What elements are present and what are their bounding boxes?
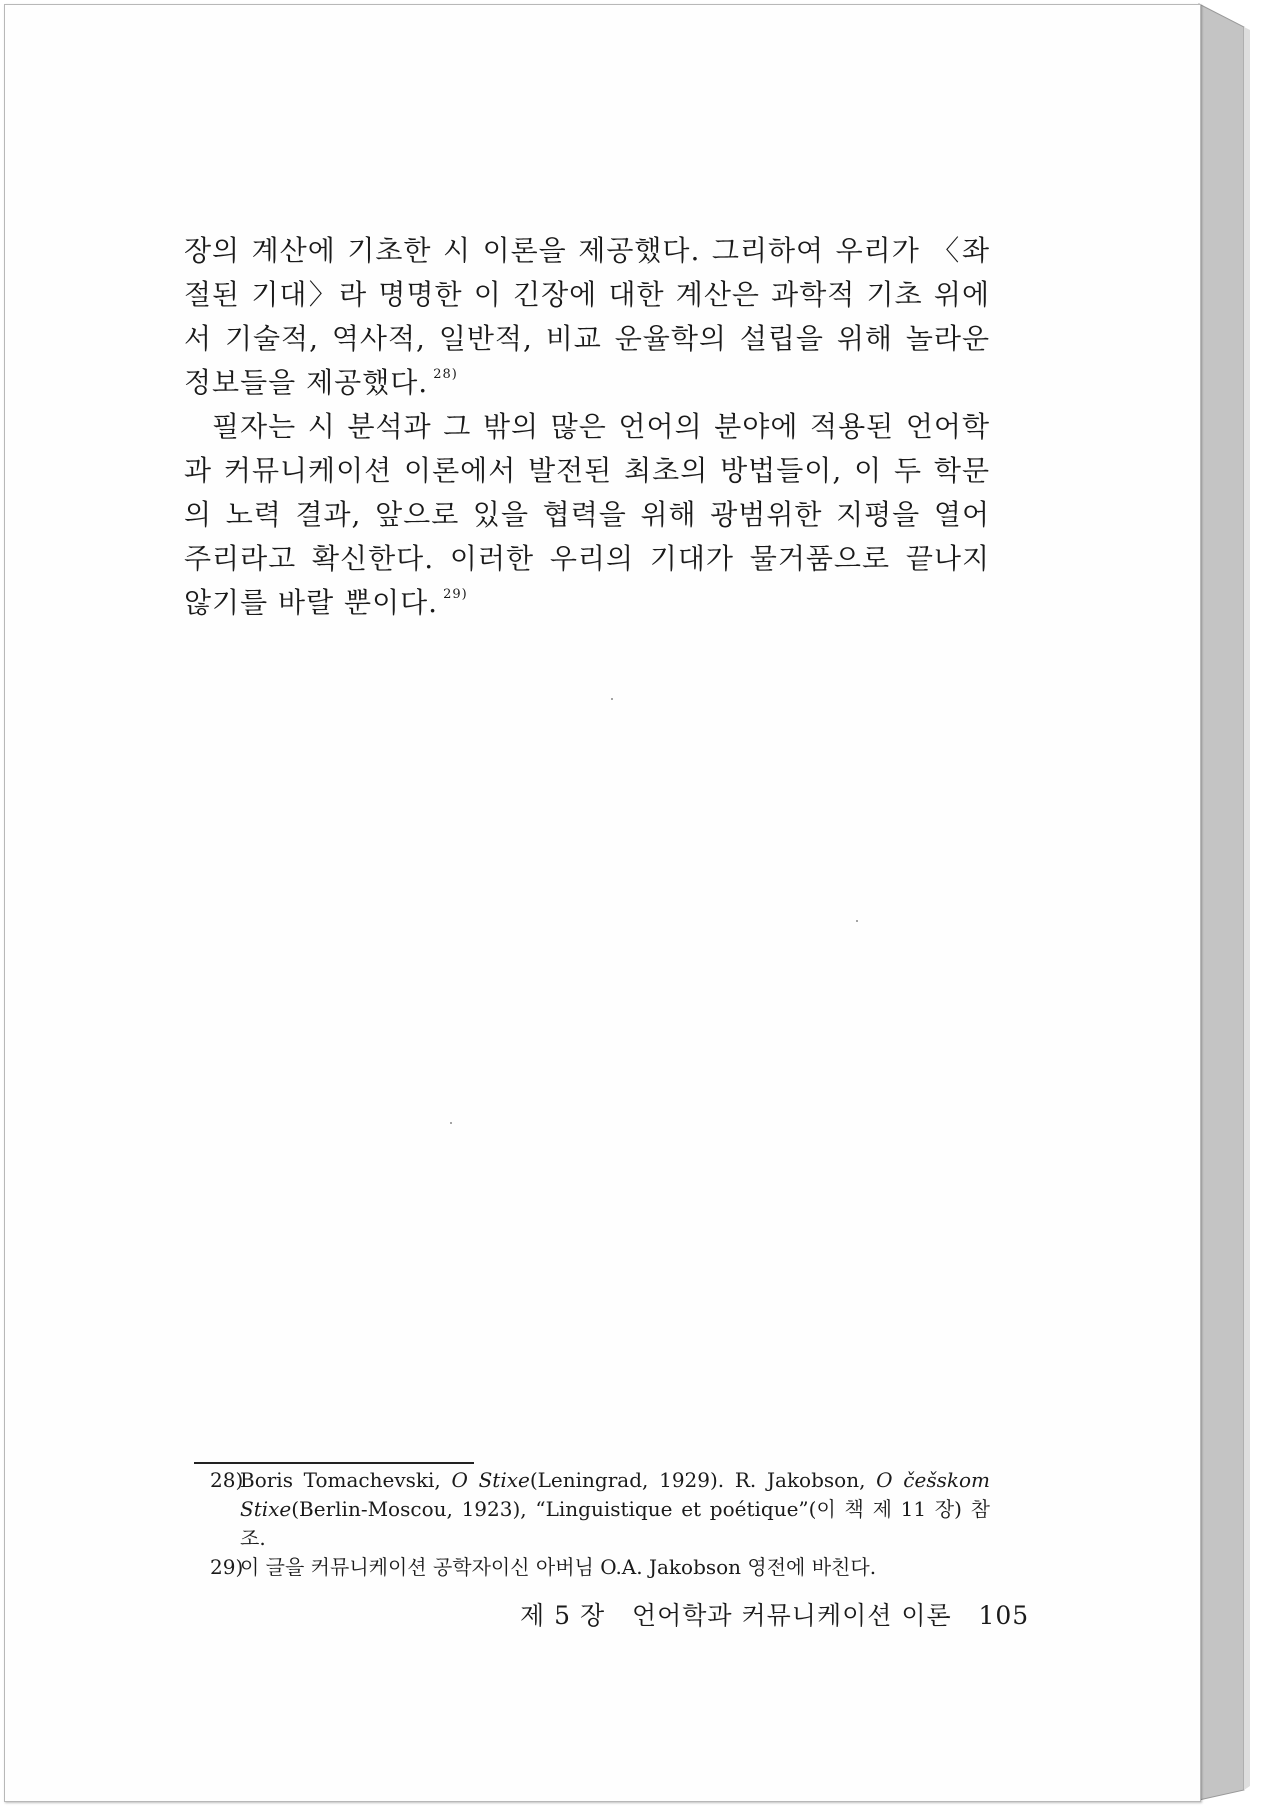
footnote-text: (Leningrad, 1929). R. Jakobson, [529, 1468, 877, 1492]
footer-title: 언어학과 커뮤니케이션 이론 [631, 1601, 952, 1630]
footnote-ref-29[interactable]: 29) [443, 587, 468, 602]
paragraph-2-text: 필자는 시 분석과 그 밖의 많은 언어의 분야에 적용된 언어학과 커뮤니케이션 이론에서 발전된 최초의 방법들이, 이 두 학문의 노력 결과, 앞으로 있을 협력을 위해 광범위한 지평을 열어 주리라고 확신한다. 이러한 우리의 기대가 물거품으로 끝나지 않기를 바랄 뿐이다. [184, 410, 990, 619]
footnotes [210, 1466, 990, 1582]
footnote-title-italic: O Stixe [451, 1468, 530, 1492]
footnote-text: 이 글을 커뮤니케이션 공학자이신 아버님 O.A. Jakobson 영전에 바친다. [240, 1555, 877, 1579]
footnote-28 [210, 1466, 990, 1553]
speck [450, 1122, 452, 1124]
speck [611, 698, 613, 700]
footnote-ref-28[interactable]: 28) [433, 367, 458, 382]
running-footer [520, 1596, 1030, 1632]
speck [856, 920, 858, 922]
paragraph-1 [184, 229, 990, 405]
paragraph-2 [184, 405, 990, 625]
footnote-number: 29) [210, 1555, 244, 1579]
footnote-title-italic: O češskom Stixe [240, 1468, 990, 1521]
page-number: 105 [978, 1601, 1030, 1630]
footnote-text: Boris Tomachevski, [240, 1468, 452, 1492]
footnote-text: (Berlin-Moscou, 1923), “Linguistique et poétique”(이 책 제 11 장) 참조. [240, 1497, 990, 1550]
body-text [184, 229, 990, 625]
footnote-rule [194, 1462, 474, 1464]
footnote-number: 28) [210, 1468, 244, 1492]
footnote-29 [210, 1553, 990, 1582]
footer-chapter: 제 5 장 [520, 1601, 606, 1630]
paragraph-1-text: 장의 계산에 기초한 시 이론을 제공했다. 그리하여 우리가 〈좌절된 기대〉라 명명한 이 긴장에 대한 계산은 과학적 기초 위에서 기술적, 역사적, 일반적, 비교 운율학의 설립을 위해 놀라운 정보들을 제공했다. [184, 234, 990, 399]
